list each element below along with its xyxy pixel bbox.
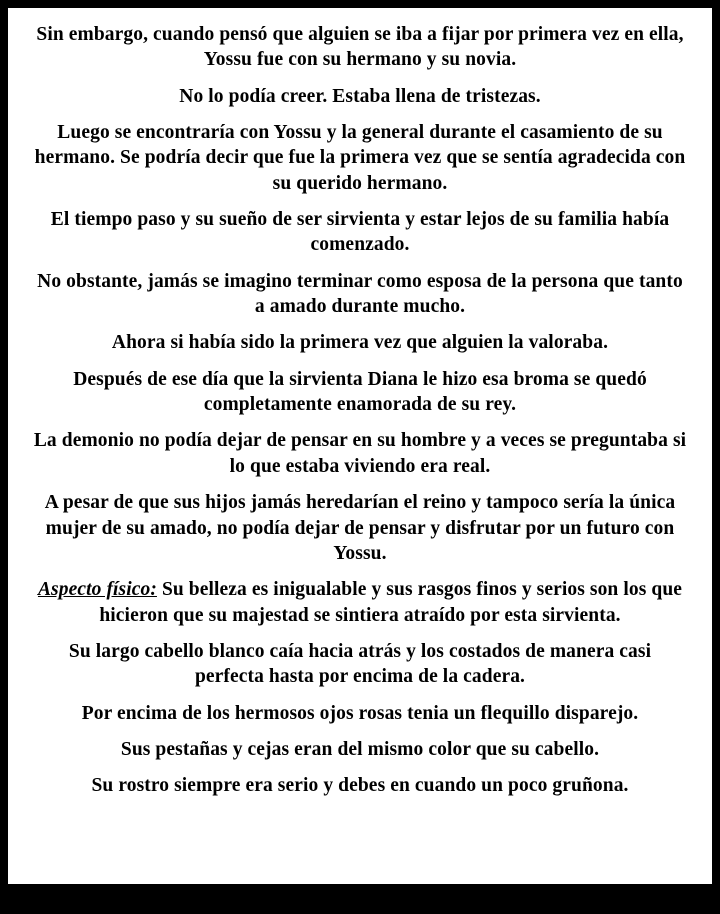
paragraph-text: Después de ese día que la sirvienta Diana le hizo esa broma se quedó completamente enamorada de su rey. (73, 368, 647, 416)
bottom-border-strip (0, 884, 720, 914)
paragraph-text: Su largo cabello blanco caía hacia atrás y los costados de manera casi perfecta hasta por encima de la cadera. (68, 640, 652, 688)
paragraph-text: No lo podía creer. Estaba llena de tristezas. (179, 85, 541, 107)
paragraph (32, 737, 688, 762)
paragraph (32, 367, 688, 418)
paragraph-text: La demonio no podía dejar de pensar en su hombre y a veces se preguntaba si lo que estaba viviendo era real. (33, 430, 687, 477)
paragraph (32, 269, 688, 320)
paragraph (32, 84, 688, 109)
paragraph-text: No obstante, jamás se imagino terminar como esposa de la persona que tanto a amado durante mucho. (37, 270, 683, 318)
paragraph-text: Su rostro siempre era serio y debes en cuando un poco gruñona. (91, 775, 629, 797)
paragraph-text: Por encima de los hermosos ojos rosas tenia un flequillo disparejo. (81, 702, 639, 724)
paragraph-text: El tiempo paso y su sueño de ser sirvienta y estar lejos de su familia había comenzado. (50, 209, 670, 256)
paragraph-text: Su belleza es inigualable y sus rasgos finos y serios son los que hicieron que su majestad se sintiera atraído por esta sirvienta. (99, 579, 683, 626)
paragraph (32, 773, 688, 798)
paragraph (32, 22, 688, 73)
paragraph (32, 330, 688, 355)
paragraph-aspecto-fisico (32, 577, 688, 628)
document-text-body (32, 22, 688, 799)
paragraph (32, 490, 688, 566)
paragraph (32, 428, 688, 479)
paragraph-lead-label: Aspecto físico: (37, 579, 157, 601)
paragraph-text: Luego se encontraría con Yossu y la general durante el casamiento de su hermano. Se podría decir que fue la primera vez que se sentía agradecida con su querido hermano. (34, 122, 686, 194)
paragraph-text: Sin embargo, cuando pensó que alguien se iba a fijar por primera vez en ella, Yossu fue con su hermano y su novia. (36, 24, 684, 71)
paragraph (32, 207, 688, 258)
paragraph (32, 120, 688, 196)
paragraph-text: A pesar de que sus hijos jamás heredarían el reino y tampoco sería la única mujer de su amado, no podía dejar de pensar y disfrutar por un futuro con Yossu. (44, 492, 676, 564)
document-page (8, 8, 712, 884)
paragraph-text: Ahora si había sido la primera vez que alguien la valoraba. (111, 332, 609, 354)
paragraph (32, 639, 688, 690)
paragraph (32, 701, 688, 726)
paragraph-text: Sus pestañas y cejas eran del mismo color que su cabello. (120, 738, 600, 760)
